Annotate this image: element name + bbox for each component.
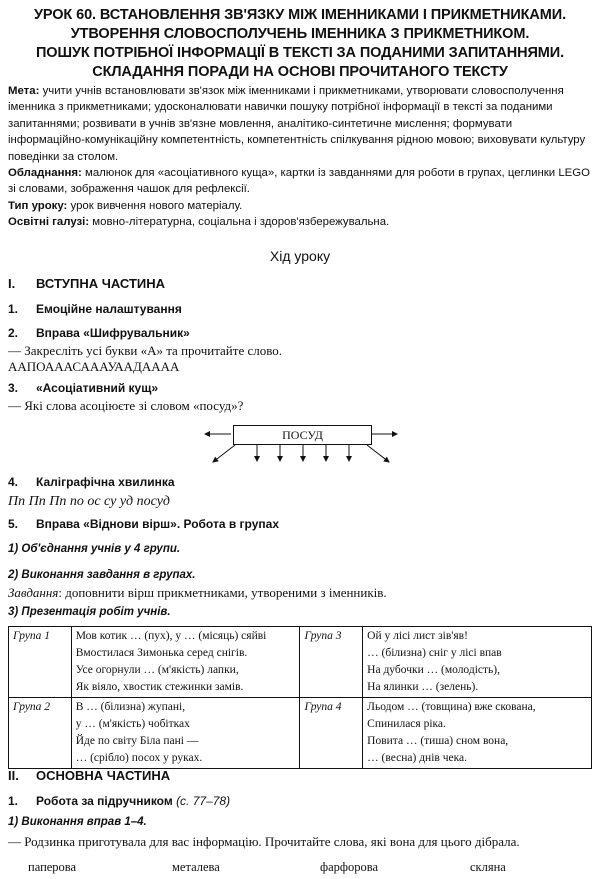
item-cipher-exercise: 2. Вправа «Шифрувальник» <box>8 326 190 340</box>
table-row <box>9 627 592 698</box>
item-restore-poem: 5. Вправа «Віднови вірш». Робота в групах <box>8 517 279 531</box>
goal-paragraph: Мета: учити учнів встановлювати зв'язок між іменниками і прикметниками, утворювати словосполучення іменника з прикметниками; удосконалювати навички пошуку потрібної інформації в тексті за поданими запитаннями; розвивати в учнів зв'язне мовлення, аналітико-синтетичне мислення; формувати інформаційно-комунікаційну компетентність, компетентність спілкування рідною мовою; виховувати культуру поведінки за столом. <box>8 85 586 163</box>
lesson-course-heading: Хід уроку <box>269 248 331 264</box>
group-label: Група 3 <box>300 627 363 698</box>
group-poem: Мов котик … (пух), у … (місяць) сяйві Вмостилася Зимонька серед снігів. Усе огорнули … (м'якість) лапки, Як віяло, хвостик стежинки замів. <box>71 627 300 698</box>
section-2-heading: II. ОСНОВНА ЧАСТИНА <box>8 768 171 783</box>
group-label: Група 1 <box>9 627 72 698</box>
subitem-presentation: 3) Презентація робіт учнів. <box>8 606 171 618</box>
lesson-title <box>8 6 592 82</box>
title-line: УТВОРЕННЯ СЛОВОСПОЛУЧЕНЬ ІМЕННИКА З ПРИКМЕТНИКОМ. <box>70 26 530 42</box>
equipment-paragraph: Обладнання: малюнок для «асоціативного куща», картки із завданнями для роботи в групах, цеглинки LEGO зі словами, зображення чашок для рефлексії. <box>8 167 590 196</box>
association-question: — Які слова асоціюєте зі словом «посуд»? <box>8 398 244 413</box>
item-emotional-setup: 1. Емоційне налаштування <box>8 302 182 316</box>
title-line: ПОШУК ПОТРІБНОЇ ІНФОРМАЦІЇ В ТЕКСТІ ЗА ПОДАНИМИ ЗАПИТАННЯМИ. <box>35 45 564 61</box>
word-item: фарфорова <box>320 860 379 874</box>
table-row <box>9 698 592 769</box>
subitem-group-split: 1) Об'єднання учнів у 4 групи. <box>8 543 181 555</box>
subitem-exercises: 1) Виконання вправ 1–4. <box>8 816 147 828</box>
word-item: скляна <box>470 860 506 874</box>
group-label: Група 4 <box>300 698 363 769</box>
lesson-meta <box>8 83 592 231</box>
group-poem: Ой у лісі лист зів'яв! … (білизна) сніг у лісі впав На дубочки … (молодість), На ялинки … (зелень). <box>363 627 592 698</box>
word-item: металева <box>172 860 220 874</box>
section-1-heading: I. ВСТУПНА ЧАСТИНА <box>8 276 166 291</box>
cipher-string: ААПОАААСАААУААДАААА <box>8 359 180 374</box>
title-line: СКЛАДАННЯ ПОРАДИ НА ОСНОВІ ПРОЧИТАНОГО ТЕКСТУ <box>92 64 508 80</box>
subitem-group-task: 2) Виконання завдання в групах. <box>8 569 196 581</box>
association-center-box: ПОСУД <box>233 425 372 445</box>
word-item: паперова <box>28 860 77 874</box>
education-areas: Освітні галузі: мовно-літературна, соціальна і здоров'язбережувальна. <box>8 216 390 229</box>
group-label: Група 2 <box>9 698 72 769</box>
groups-table <box>8 626 592 769</box>
item-association-bush: 3. «Асоціативний кущ» <box>8 381 159 395</box>
arrow-down-right-diag <box>367 445 389 462</box>
rodzynka-instruction: — Родзинка приготувала для вас інформацію. Прочитайте слова, які вона для цього дібрала. <box>8 834 520 849</box>
lesson-type: Тип уроку: урок вивчення нового матеріалу. <box>8 199 243 212</box>
item-textbook-work: 1. Робота за підручником (с. 77–78) <box>8 794 231 808</box>
group-task-text: Завдання: доповнити вірш прикметниками, утвореними з іменників. <box>8 585 387 600</box>
item-calligraphy: 4. Каліграфічна хвилинка <box>8 475 175 489</box>
title-line: УРОК 60. ВСТАНОВЛЕННЯ ЗВ'ЯЗКУ МІЖ ІМЕННИКАМИ І ПРИКМЕТНИКАМИ. <box>33 7 567 23</box>
association-arrows <box>195 418 415 468</box>
arrow-down-left-diag <box>213 445 235 462</box>
cipher-task: — Закресліть усі букви «А» та прочитайте слово. <box>8 343 283 358</box>
group-poem: В … (білизна) жупані, у … (м'якість) чобітках Йде по світу Біла пані — … (срібло) посох у руках. <box>71 698 300 769</box>
group-poem: Льодом … (товщина) вже скована, Спинилася ріка. Повита … (тиша) сном вона, … (весна) днів чека. <box>363 698 592 769</box>
calligraphy-line: Пп Пп Пп по ос су уд посуд <box>8 494 171 509</box>
